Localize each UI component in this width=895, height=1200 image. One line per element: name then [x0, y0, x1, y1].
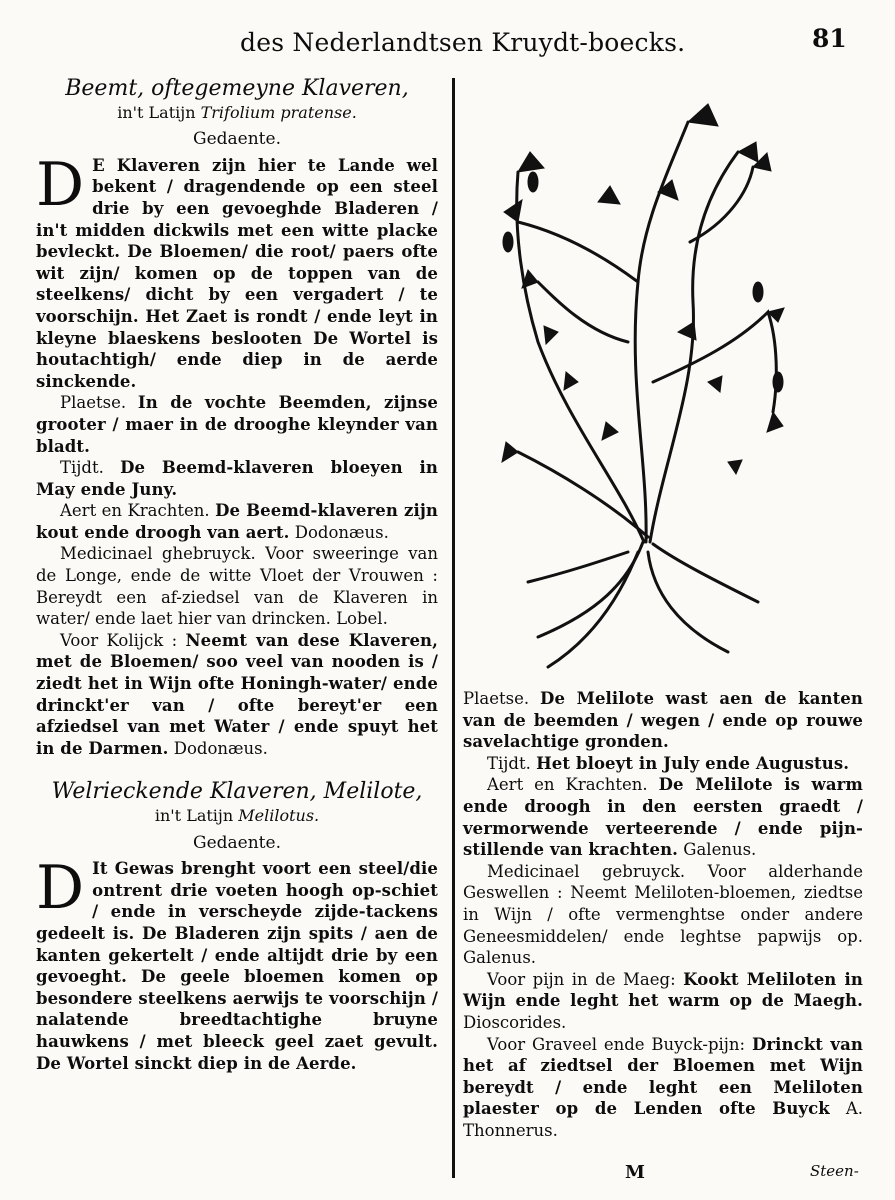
section1-gedaente-label: Gedaente. — [193, 129, 281, 150]
section1-gedaente-paragraph — [36, 149, 438, 393]
latin-name: Trifolium pratense. — [200, 102, 357, 122]
section2-tijdt: Tijdt. Het bloeyt in July ende Augustus. — [487, 753, 850, 773]
melilot-plant-illustration — [478, 82, 818, 672]
section2-gedaente-paragraph: D It Gewas brenght voort een steel/die ontrent drie voeten hoogh op-schiet / ende in verscheyde zijde-tackens gedeelt is. De Bladeren zijn spits / aen de kanten gekertelt / ende altijdt drie by een gevoeght. De geele bloemen komen op besondere steelkens aerwijs te voorschijn / nalatende breedtachtighe bruyne hauwkens / met bleeck geel zaet gevult. De Wortel sinckt diep in de Aerde. — [36, 853, 438, 1073]
latin-prefix: in't Latijn — [117, 102, 196, 122]
section1-kolijck: Voor Kolijck : Neemt van dese Klaveren, met de Bloemen/ soo veel van nooden is / ziedt het in Wijn ofte Honingh-water/ ende drinckt'er van / ofte bereyt'er een afziedsel van met Water / ende spuyt het in de Darmen. Dodonæus. — [36, 630, 439, 758]
left-column — [36, 70, 438, 1074]
catchword: Steen- — [810, 1162, 859, 1180]
section2-gedaente-label: Gedaente. — [193, 832, 281, 853]
section1-plaetse: Plaetse. In de vochte Beemden, zijnse grooter / maer in de drooghe kleynder van bladt. — [36, 393, 438, 456]
page-number: 81 — [812, 24, 847, 53]
section1-title: Beemt, oftegemeyne Klaveren, — [65, 76, 409, 101]
section2-medicinael: Medicinael gebruyck. Voor alderhande Geswellen : Neemt Meliloten-bloemen, ziedtse in Wijn / ofte vermenghtse onder andere Geneesmiddelen/ ende leghtse papwijs op. Galenus. — [463, 861, 863, 968]
gedaente-text: E Klaveren zijn hier te Lande wel bekent / dragendende op een steel drie by een gevoeghde Bladeren / in't midden dickwils met een witte placke bevleckt. De Bloemen/ die root/ paers ofte wit zijn/ komen op de toppen van de steelkens/ dicht by een vergadert / te voorschijn. Het Zaet is rondt / ende leyt in kleyne blaeskens beslooten De Wortel is houtachtigh/ ende diep in de aerde sinckende. — [36, 155, 438, 391]
section2-plaetse: Plaetse. De Melilote wast aen de kanten van de beemden / wegen / ende op rouwe savelachtige gronden. — [463, 689, 864, 752]
section2-aert: Aert en Krachten. De Melilote is warm ende droogh in den eersten graedt / vermorwende verteerende / ende pijn-stillende van krachten. Galenus. — [463, 775, 863, 860]
column-divider — [452, 78, 455, 1178]
section1-latin — [36, 102, 438, 124]
section1-aert: Aert en Krachten. De Beemd-klaveren zijn kout ende droogh van aert. Dodonæus. — [36, 501, 438, 542]
section1-medicinael: Medicinael ghebruyck. Voor sweeringe van de Longe, ende de witte Vloet der Vrouwen : Bereydt een af-ziedsel van de Klaveren in water/ ende laet hier van drincken. Lobel. — [36, 544, 439, 629]
section2-maeg: Voor pijn in de Maeg: Kookt Meliloten in Wijn ende leght het warm op de Maegh. Dioscorides. — [463, 969, 863, 1032]
section2-latin: in't Latijn Melilotus. — [154, 806, 320, 825]
section2-title: Welrieckende Klaveren, Melilote, — [51, 779, 423, 805]
running-head: des Nederlandtsen Kruydt-boecks. — [240, 28, 686, 57]
right-column — [463, 688, 863, 1141]
drop-cap: D — [36, 149, 85, 220]
section2-graveel: Voor Graveel ende Buyck-pijn: Drinckt van het af ziedtsel der Bloemen met Wijn bereydt / ende leght een Meliloten plaester op de Lenden ofte Buyck A. Thonnerus. — [463, 1034, 863, 1140]
drop-cap: D — [36, 853, 85, 924]
signature-mark: M — [625, 1162, 645, 1183]
section1-tijdt: Tijdt. De Beemd-klaveren bloeyen in May ende Juny. — [36, 458, 438, 499]
